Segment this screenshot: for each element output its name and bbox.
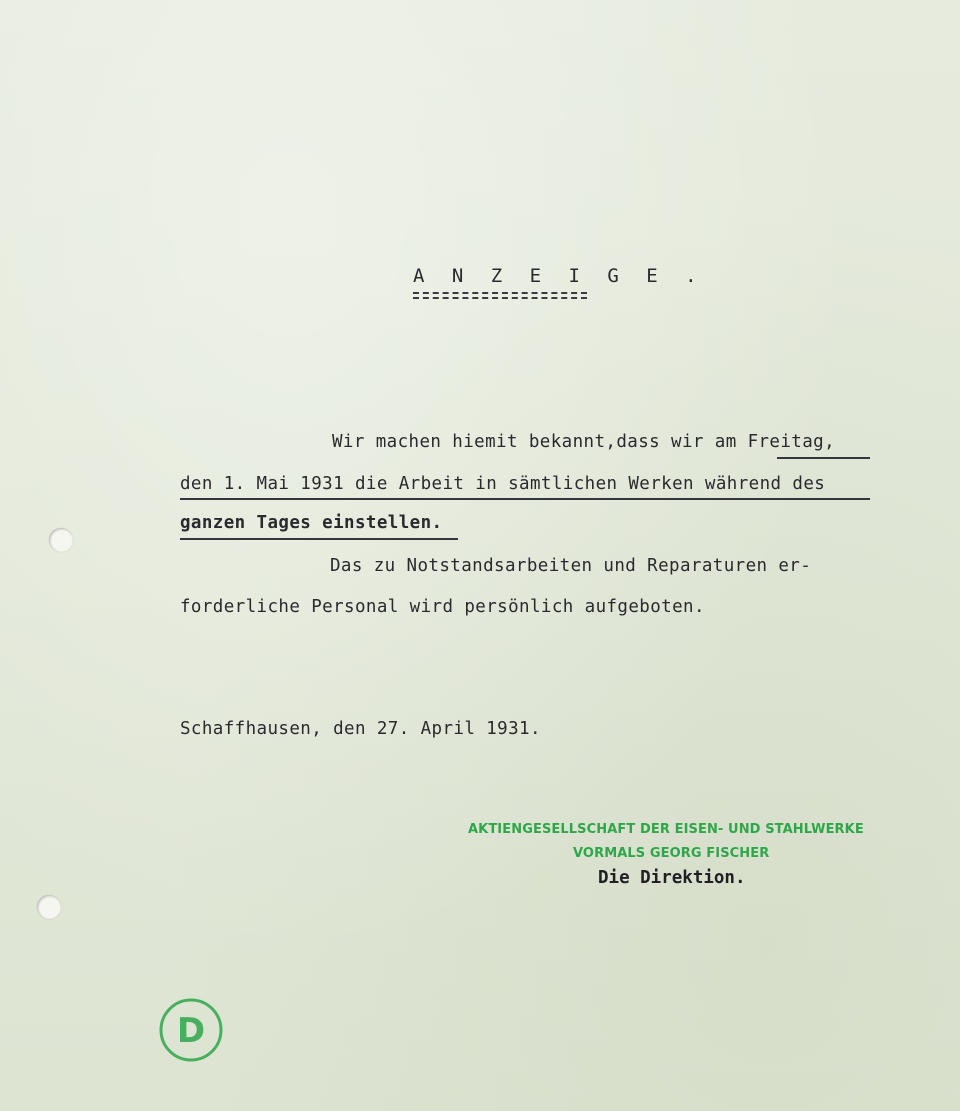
title-double-underline — [413, 292, 587, 299]
body-line-5: forderliche Personal wird persönlich aufgeboten. — [180, 597, 705, 617]
underline-freitag — [777, 457, 870, 459]
underline-line-2 — [180, 498, 870, 500]
place-date: Schaffhausen, den 27. April 1931. — [180, 719, 541, 739]
company-stamp-line-2: VORMALS GEORG FISCHER — [573, 846, 770, 861]
underline-line-3 — [180, 538, 458, 540]
body-line-1: Wir machen hiemit bekannt,dass wir am Freitag, — [332, 432, 836, 452]
circle-d-stamp-icon — [158, 997, 224, 1063]
body-line-4: Das zu Notstandsarbeiten und Reparaturen er- — [330, 556, 812, 576]
body-line-3: ganzen Tages einstellen. — [180, 513, 443, 533]
company-stamp-line-1: AKTIENGESELLSCHAFT DER EISEN- UND STAHLWERKE — [468, 822, 864, 837]
punch-hole-bottom — [37, 895, 61, 919]
punch-hole-top — [49, 528, 73, 552]
document-title: A N Z E I G E . — [413, 265, 705, 287]
body-line-2: den 1. Mai 1931 die Arbeit in sämtlichen Werken während des — [180, 474, 826, 494]
signature-direktion: Die Direktion. — [598, 868, 746, 888]
svg-text:D: D — [176, 1011, 206, 1051]
